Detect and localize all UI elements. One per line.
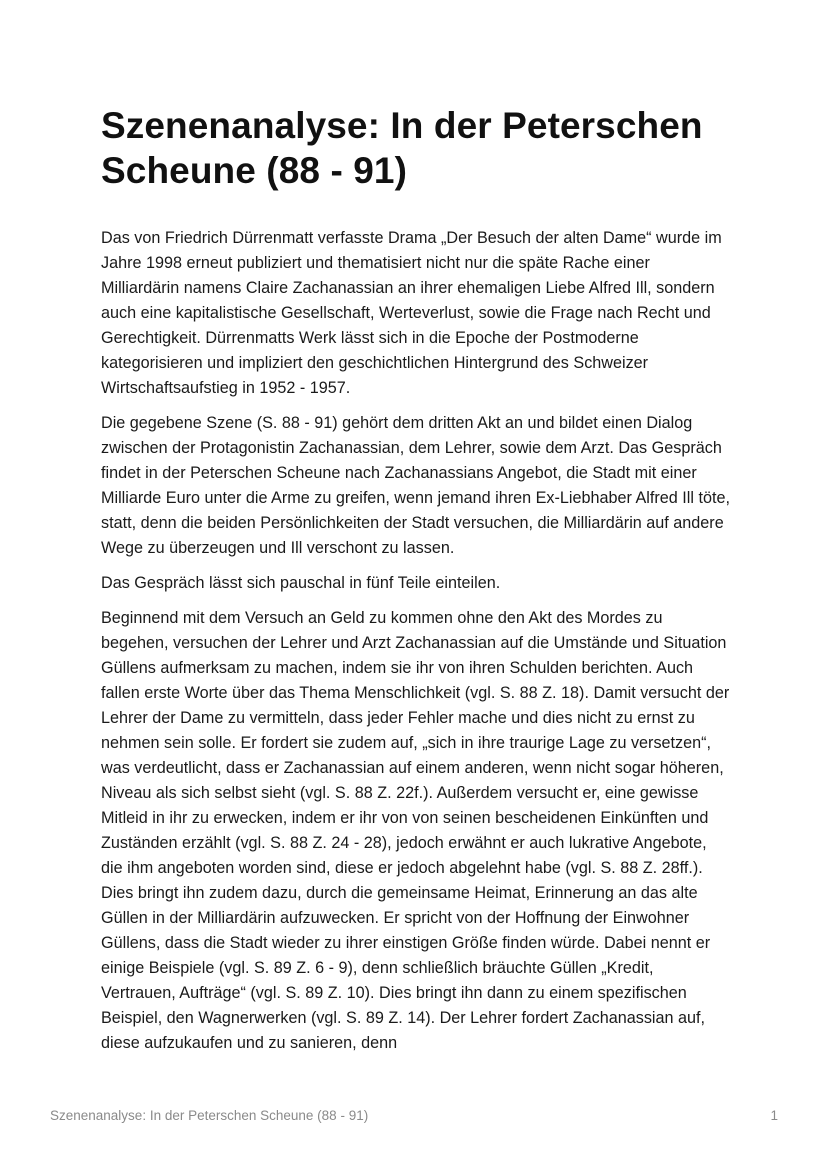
page-number: 1 xyxy=(770,1108,778,1123)
footer-title: Szenenanalyse: In der Peterschen Scheune (88 - 91) xyxy=(50,1108,369,1123)
paragraph-analysis: Beginnend mit dem Versuch an Geld zu kommen ohne den Akt des Mordes zu begehen, versuchen der Lehrer und Arzt Zachanassian auf die Umstände und Situation Güllens aufmerksam zu machen, indem sie ihr von ihren Schulden berichten. Auch fallen erste Worte über das Thema Menschlichkeit (vgl. S. 88 Z. 18). Damit versucht der Lehrer der Dame zu vermitteln, dass jeder Fehler mache und dies nicht zu ernst zu nehmen sein solle. Er fordert sie zudem auf, „sich in ihre traurige Lage zu versetzen“, was verdeutlicht, dass er Zachanassian auf einem anderen, wenn nicht sogar höheren, Niveau als sich selbst sieht (vgl. S. 88 Z. 22f.). Außerdem versucht er, eine gewisse Mitleid in ihr zu erwecken, indem er ihr von von seinen bescheidenen Einkünften und Zuständen erzählt (vgl. S. 88 Z. 24 - 28), jedoch erwähnt er auch lukrative Angebote, die ihm angeboten worden sind, diese er jedoch abgelehnt habe (vgl. S. 88 Z. 28ff.). Dies bringt ihn zudem dazu, durch die gemeinsame Heimat, Erinnerung an das alte Güllen in der Milliardärin aufzuwecken. Er spricht von der Hoffnung der Einwohner Güllens, dass die Stadt wieder zu ihrer einstigen Größe finden würde. Dabei nennt er einige Beispiele (vgl. S. 89 Z. 6 - 9), denn schließlich bräuchte Güllen „Kredit, Vertrauen, Aufträge“ (vgl. S. 89 Z. 10). Dies bringt ihn dann zu einem spezifischen Beispiel, den Wagnerwerken (vgl. S. 89 Z. 14). Der Lehrer fordert Zachanassian auf, diese aufzukaufen und zu sanieren, denn xyxy=(101,609,730,1052)
document-page xyxy=(101,103,731,1066)
paragraph-scene-context: Die gegebene Szene (S. 88 - 91) gehört dem dritten Akt an und bildet einen Dialog zwischen der Protagonistin Zachanassian, dem Lehrer, sowie dem Arzt. Das Gespräch findet in der Peterschen Scheune nach Zachanassians Angebot, die Stadt mit einer Milliarde Euro unter die Arme zu greifen, wenn jemand ihren Ex-Liebhaber Alfred Ill töte, statt, denn die beiden Persönlichkeiten der Stadt versuchen, die Milliardärin auf andere Wege zu überzeugen und Ill verschont zu lassen. xyxy=(101,414,730,557)
page-footer xyxy=(50,1108,778,1128)
document-title: Szenenanalyse: In der Peterschen Scheune (88 - 91) xyxy=(101,105,703,191)
paragraph-intro: Das von Friedrich Dürrenmatt verfasste Drama „Der Besuch der alten Dame“ wurde im Jahre 1998 erneut publiziert und thematisiert nicht nur die späte Rache einer Milliardärin namens Claire Zachanassian an ihrer ehemaligen Liebe Alfred Ill, sondern auch eine kapitalistische Gesellschaft, Werteverlust, sowie die Frage nach Recht und Gerechtigkeit. Dürrenmatts Werk lässt sich in die Epoche der Postmoderne kategorisieren und impliziert den geschichtlichen Hintergrund des Schweizer Wirtschaftsaufstieg in 1952 - 1957. xyxy=(101,229,722,397)
paragraph-structure: Das Gespräch lässt sich pauschal in fünf Teile einteilen. xyxy=(101,574,501,592)
